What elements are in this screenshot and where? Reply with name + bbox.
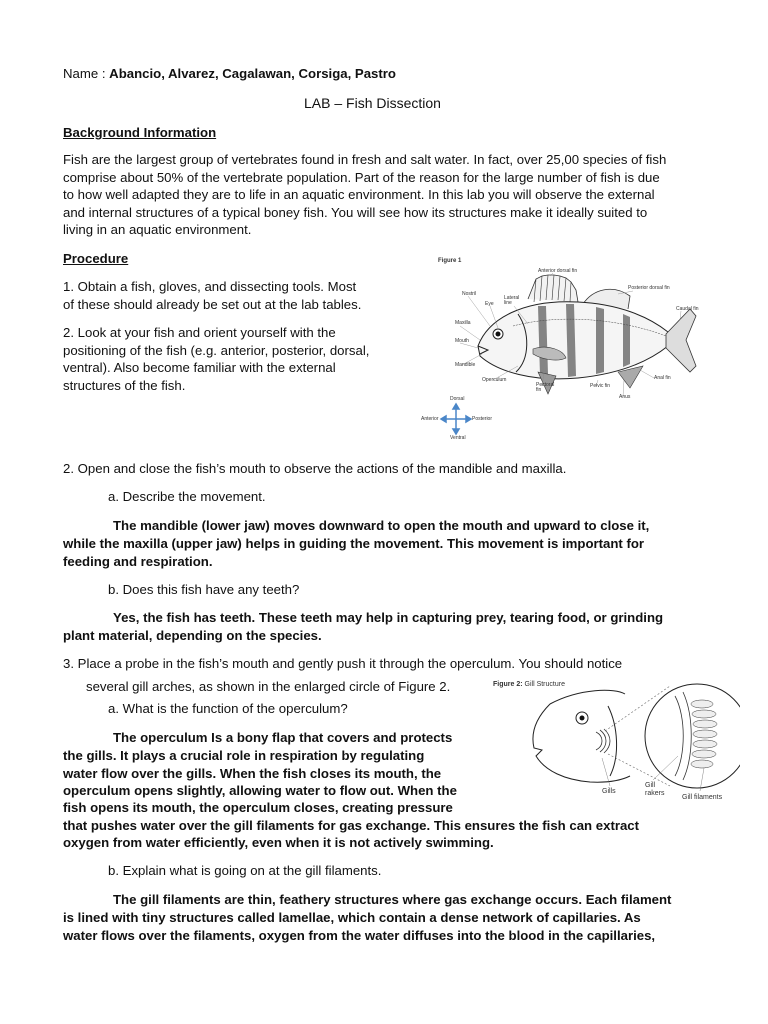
label-posterior: Posterior (472, 416, 493, 422)
name-label: Name : (63, 66, 110, 81)
q3-a-answer-line: that pushes water over the gill filaments for gas exchange. This ensures the fish can extract (63, 818, 640, 833)
q3-question-line: several gill arches, as shown in the enlarged circle of Figure 2. (86, 679, 451, 694)
q3-b-prompt: b. Explain what is going on at the gill filaments. (108, 863, 382, 878)
step2-line: structures of the fish. (63, 377, 186, 393)
q3-a-answer-line: The operculum Is a bony flap that covers and protects (113, 730, 453, 745)
q2-a-answer-line: while the maxilla (upper jaw) helps in guiding the movement. This movement is important for (63, 536, 645, 551)
q3-a-prompt: a. What is the function of the operculum? (108, 701, 348, 716)
q3-a-answer-line: water flow over the gills. When the fish closes its mouth, the (63, 766, 442, 781)
figure2 (490, 676, 740, 806)
paragraph-line: comprise about 50% of the vertebrate population. Part of the reason for the large number of fish is due (63, 169, 660, 185)
q3-a-answer-line: fish opens its mouth, the operculum closes, creating pressure (63, 800, 453, 815)
label-mouth: Mouth (455, 338, 469, 344)
q2-b-answer-line: Yes, the fish has teeth. These teeth may help in capturing prey, tearing food, or grinding (113, 610, 664, 625)
paragraph-line: Fish are the largest group of vertebrates found in fresh and salt water. In fact, over 25,00 species of fish (63, 152, 667, 167)
paragraph-line: living in an aquatic environment. (63, 222, 252, 237)
label-pectoral-fin: Pectoral fin (536, 382, 555, 393)
q2-a-answer-line: The mandible (lower jaw) moves downward to open the mouth and upward to close it, (113, 518, 650, 533)
label-gill-filaments: Gill filaments (682, 794, 723, 801)
figure1 (418, 254, 718, 444)
q3-a-answer-line: the gills. It plays a crucial role in respiration by regulating (63, 748, 425, 763)
paragraph-line: and internal structures of a typical boney fish. You will see how its structures make it ideally suited to (63, 204, 648, 220)
q3-a-answer-line: oxygen from water efficiently, even when it is not actively swimming. (63, 835, 494, 850)
q2-question: 2. Open and close the fish’s mouth to observe the actions of the mandible and maxilla. (63, 461, 567, 476)
step2-line: positioning of the fish (e.g. anterior, posterior, dorsal, (63, 342, 370, 358)
gill-illustration (490, 676, 740, 806)
names-line (63, 65, 396, 82)
label-operculum: Operculum (482, 377, 507, 383)
student-names: Abancio, Alvarez, Cagalawan, Corsiga, Pastro (109, 66, 396, 81)
label-anterior-dorsal-fin: Anterior dorsal fin (538, 268, 578, 274)
label-mandible: Mandible (455, 362, 476, 368)
q2-a-answer-line: feeding and respiration. (63, 554, 213, 569)
label-pelvic-fin: Pelvic fin (590, 383, 611, 389)
label-anus: Anus (619, 394, 631, 400)
label-anterior: Anterior (421, 416, 439, 422)
paragraph-line: to how well adapted they are to life in an aquatic environment. In this lab you will observe the external (63, 187, 655, 202)
label-lateral-line: Lateral line (504, 295, 520, 306)
step2-line: 2. Look at your fish and orient yourself with the (63, 325, 336, 340)
label-caudal-fin: Caudal fin (676, 306, 699, 312)
figure2-title-bold: Figure 2: (493, 681, 523, 688)
label-nostril: Nostril (462, 291, 477, 297)
label-dorsal: Dorsal (450, 396, 465, 402)
q3-b-answer-line: water flows over the filaments, oxygen from the water diffuses into the blood in the capillaries, (63, 928, 656, 943)
label-gill-rakers: Gill rakers (645, 782, 665, 797)
figure1-title: Figure 1 (438, 258, 462, 264)
procedure-heading: Procedure (63, 251, 129, 266)
fish-illustration (418, 254, 718, 444)
step1-line: of these should already be set out at the lab tables. (63, 296, 362, 312)
label-maxilla: Maxilla (455, 320, 471, 326)
q3-a-answer-line: operculum opens slightly, allowing water to flow out. When the (63, 783, 457, 798)
background-heading: Background Information (63, 125, 217, 140)
step2-line: ventral). Also become familiar with the external (63, 360, 336, 375)
q3-b-answer-line: is lined with tiny structures called lamellae, which contain a dense network of capillaries. As (63, 910, 641, 925)
q2-a-prompt: a. Describe the movement. (108, 489, 266, 504)
label-posterior-dorsal-fin: Posterior dorsal fin (628, 285, 670, 291)
step1-line: 1. Obtain a fish, gloves, and dissecting tools. Most (63, 279, 357, 294)
label-ventral: Ventral (450, 435, 466, 441)
q3-question-line: 3. Place a probe in the fish’s mouth and gently push it through the operculum. You should notice (63, 656, 623, 671)
page-title: LAB – Fish Dissection (304, 95, 441, 111)
figure2-title-rest: Gill Structure (522, 681, 565, 688)
label-anal-fin: Anal fin (654, 375, 671, 381)
label-eye: Eye (485, 301, 494, 307)
label-gills: Gills (602, 788, 616, 795)
q2-b-answer-line: plant material, depending on the species. (63, 628, 322, 643)
q2-b-prompt: b. Does this fish have any teeth? (108, 582, 300, 597)
q3-b-answer-line: The gill filaments are thin, feathery structures where gas exchange occurs. Each filament (113, 892, 672, 907)
